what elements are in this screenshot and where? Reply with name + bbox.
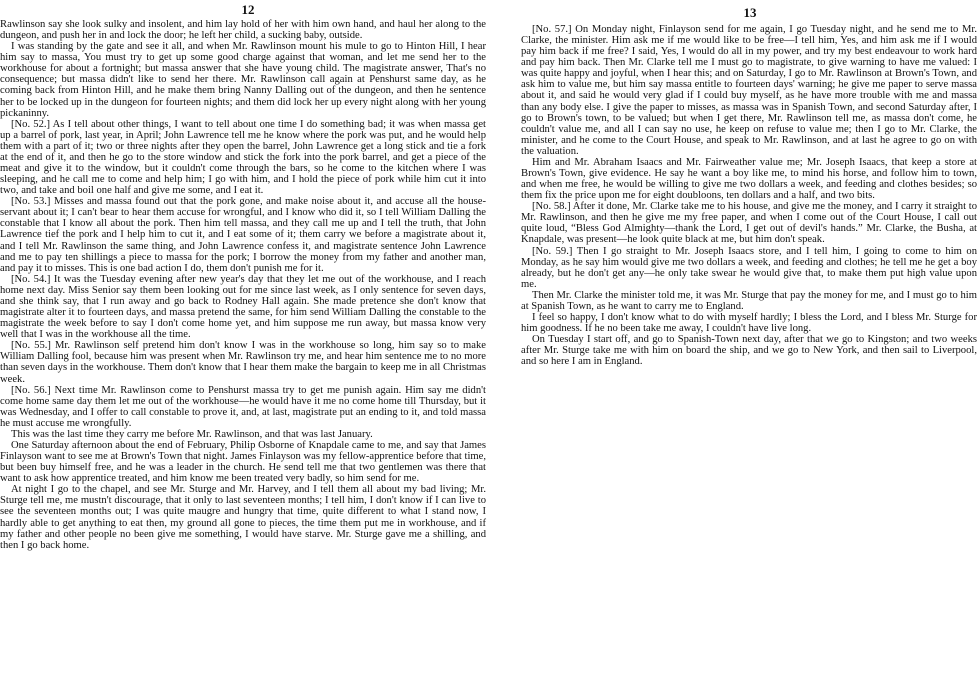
right-page	[521, 0, 977, 367]
left-page	[0, 0, 486, 551]
paragraph: [No. 55.] Mr. Rawlinson self pretend him don't know I was in the workhouse so long, him say so to make William Dalling fool, because him was present when Mr. Rawlinson try me, and hear him sentence me to no more than seven days in the workhouse. Them don't know that I hear them make the bargain to keep me in all Christmas week.	[0, 340, 486, 385]
paragraph: At night I go to the chapel, and see Mr. Sturge and Mr. Harvey, and I tell them all about my bad living; Mr. Sturge tell me, me mustn't discourage, that it only to last seventeen months; I tell him, I don't know if I can live to see the seventeen months out; I was quite maugre and hungry that time, quite different to what I stand now, I hardly able to get anything to eat then, my ground all gone to pieces, the time them put me in workhouse, and if my father and other people no been give me something, I would have starve. Mr. Sturge gave me a shilling, and then I go back home.	[0, 484, 486, 551]
paragraph: [No. 58.] After it done, Mr. Clarke take me to his house, and give me the money, and I carry it straight to Mr. Rawlinson, and then he give me my free paper, and when I come out of the Court House, I call out quite loud, “Bless God Almighty—thank the Lord, I get out of devil's hands.” Mr. Clarke, the Busha, at Knapdale, was present—he look quite black at me, but him don't speak.	[521, 201, 977, 246]
paragraph: [No. 54.] It was the Tuesday evening after new year's day that they let me out of the workhouse, and I reach home next day. Miss Senior say them been looking out for me since last week, as I only sentence for seven days, and she think say, that I run away and go back to Rodney Hall again. She made pretence she don't know that magistrate alter it to fourteen days, and massa pretend the same, for him send William Dalling the constable to the magistrate the week before to say I don't come home yet, and him suppose me run away, but massa know very well that I was in the workhouse all the time.	[0, 273, 486, 341]
paragraph: On Tuesday I start off, and go to Spanish-Town next day, after that we go to Kingston; and two weeks after Mr. Sturge take me with him on board the ship, and we go to New York, and then sail to Liverpool, and so here I am in England.	[521, 334, 977, 368]
paragraph: I was standing by the gate and see it all, and when Mr. Rawlinson mount his mule to go to Hinton Hill, I hear him say to massa, You must try to get up some good charge against that woman, and let me send her to the workhouse for about a fortnight; but massa answer that she have young child. The magistrate answer, That's no consequence; but massa didn't like to send her there. Mr. Rawlinson call again at Penshurst same day, as he coming back from Hinton Hill, and he make them bring Nanny Dalling out of the dungeon, and then he sentence her to be locked up in the dungeon for fourteen nights; and them did lock her up every night along with her young pickaninny.	[0, 41, 486, 119]
paragraph: One Saturday afternoon about the end of February, Philip Osborne of Knapdale came to me, and say that James Finlayson want to see me at Brown's Town that night. James Finlayson was my fellow-apprentice before that time, but been buy himself free, and he was a leader in the church. He send tell me that two gentlemen was there that want to ask how apprentice treated, and him know me been treated very badly, so him send for me.	[0, 439, 486, 485]
paragraph: Then Mr. Clarke the minister told me, it was Mr. Sturge that pay the money for me, and I must go to him at Spanish Town, as he want to carry me to England.	[521, 289, 977, 312]
left-page-text	[0, 19, 486, 551]
paragraph: [No. 53.] Misses and massa found out that the pork gone, and make noise about it, and accuse all the house-servant about it; I can't bear to hear them accuse for wrongful, and I know who did it, so I tell William Dalling the constable that I know all about the pork. Then him tell massa, and they call me up and I tell the truth, that John Lawrence tief the pork and I help him to cut it, and I eat some of it; them carry we before a magistrate about it, and I tell Mr. Rawlinson the same thing, and John Lawrence confess it, and magistrate sentence John Lawrence and me to pay ten shillings a piece to massa for the pork; I borrow the money from my father and another man, and pay it to misses. This is one bad action I do, them don't punish me for it.	[0, 196, 486, 274]
page-number-left: 12	[241, 2, 255, 17]
right-page-text	[521, 24, 977, 367]
paragraph: [No. 56.] Next time Mr. Rawlinson come to Penshurst massa try to get me punish again. Him say me didn't come home same day them let me out of the workhouse—he would have it me no come home till Thursday, but it was Wednesday, and I offer to call constable to prove it, and, at last, magistrate put an ending to it, and told massa he must accuse me wrongfully.	[0, 384, 486, 429]
paragraph: This was the last time they carry me before Mr. Rawlinson, and that was last January.	[11, 428, 373, 440]
paragraph: [No. 52.] As I tell about other things, I want to tell about one time I do something bad; it was when massa get up a barrel of pork, last year, in April; John Lawrence tell me he know where the pork was put, and he would help them with a part of it; two or three nights after they open the barrel, John Lawrence get a long stick and tie a fork at the end of it, and then he go to the store window and stick the fork into the pork barrel, and get a piece of the meat and give it to the window, but it couldn't come through the bars, so he come to the kitchen where I was sleeping, and he call me to come and help him; I go with him, and I hold the piece of pork while him cut it into two, and take and boil one half and give me some, and I eat it.	[0, 118, 486, 197]
page-number-right: 13	[743, 5, 757, 20]
paragraph: Him and Mr. Abraham Isaacs and Mr. Fairweather value me; Mr. Joseph Isaacs, that keep a store at Brown's Town, give evidence. He say he want a boy like me, to mind his horse, and follow him to town, and when me free, he would be willing to give me two dollars a week, and feeding and clothes besides; so them fix the price upon me for eight doubloons, ten dollars and a half, and two bits.	[521, 156, 977, 202]
paragraph: [No. 59.] Then I go straight to Mr. Joseph Isaacs store, and I tell him, I going to come to him on Monday, as he say him would give me two dollars a week, and feeding and clothes; he tell me he get a boy already, but he don't get any—he only take swear he would give that, to make them put high value upon me.	[521, 245, 977, 290]
paragraph: [No. 57.] On Monday night, Finlayson send for me again, I go Tuesday night, and he send me to Mr. Clarke, the minister. Him ask me if me would like to be free—I tell him, Yes, and him ask me if I would pay him back if me free? I said, Yes, I would do all in my power, and try my best endeavour to work hard and pay him back. Then Mr. Clarke tell me I must go to magistrate, to give warning to have me valued: I was quite happy and joyful, when I hear this; and on Saturday, I go to Mr. Rawlinson at Brown's Town, and ask him to value me, but him say massa entitle to fourteen days' warning; he give me paper to serve massa about it, and said he would very glad if I could buy myself, as he have more trouble with me and massa than any body else. I give the paper to misses, as massa was in Spanish Town, and second Saturday after, I go to Brown's town, to be valued; but when I get there, Mr. Rawlinson tell me, as massa don't come, he couldn't value me, and all I can say no use, he keep on refuse to value me; then I go to Mr. Clarke, the minister, and he come to the Court House, and speak to Mr. Rawlinson, and at last he agree to go on with the valuation.	[521, 24, 977, 157]
paragraph: Rawlinson say she look sulky and insolent, and him lay hold of her with him own hand, and haul her along to the dungeon, and push her in and lock the door; he left her child, a sucking baby, outside.	[0, 19, 486, 42]
paragraph: I feel so happy, I don't know what to do with myself hardly; I bless the Lord, and I bless Mr. Sturge for him goodness. If he no been take me away, I couldn't have live long.	[521, 312, 977, 335]
